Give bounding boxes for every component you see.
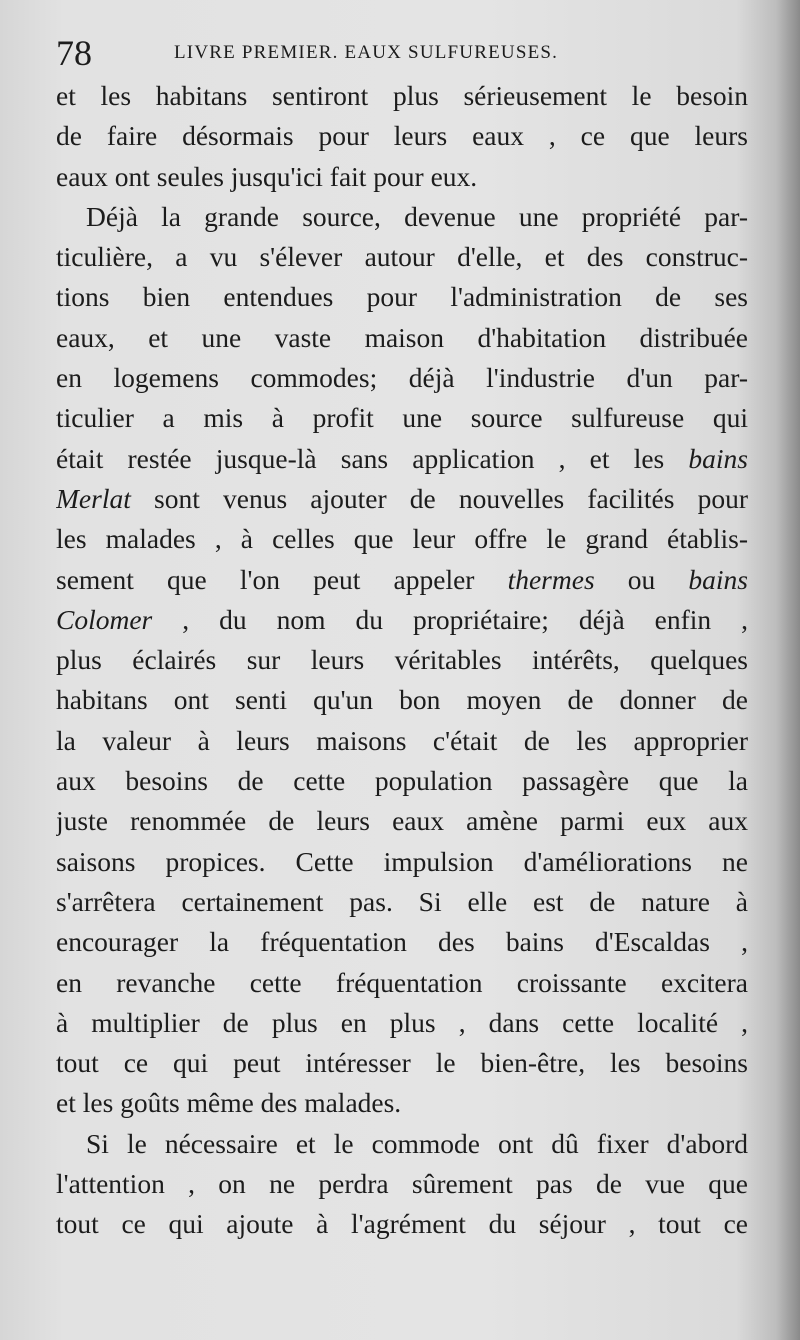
text-line: saisons propices. Cette impulsion d'améliorations ne	[56, 845, 748, 877]
italic-segment: bains	[688, 563, 748, 595]
running-head: LIVRE PREMIER. EAUX SULFUREUSES.	[174, 42, 559, 63]
text-segment: sont venus ajouter de nouvelles facilités pour	[154, 482, 748, 514]
text-line: tout ce qui ajoute à l'agrément du séjour , tout ce	[56, 1208, 748, 1240]
text-line: l'attention , on ne perdra sûrement pas de vue que	[56, 1168, 748, 1200]
text-line	[56, 439, 748, 479]
text-line: la valeur à leurs maisons c'était de les approprier	[56, 724, 748, 756]
text-line: juste renommée de leurs eaux amène parmi eux aux	[56, 805, 748, 837]
text-line: encourager la fréquentation des bains d'Escaldas ,	[56, 926, 748, 958]
body-text	[56, 76, 748, 1245]
text-line: aux besoins de cette population passagère que la	[56, 765, 748, 797]
text-line: et les habitans sentiront plus sérieusement le besoin	[56, 80, 748, 111]
italic-segment: thermes	[507, 563, 595, 595]
text-line: les malades , à celles que leur offre le grand établis-	[56, 523, 748, 555]
text-line: plus éclairés sur leurs véritables intérêts, quelques	[56, 644, 748, 676]
text-line: ticulier a mis à profit une source sulfureuse qui	[56, 402, 748, 434]
text-line	[56, 479, 748, 519]
text-line	[56, 600, 748, 640]
text-line: ticulière, a vu s'élever autour d'elle, et des construc-	[56, 241, 748, 273]
text-line: eaux, et une vaste maison d'habitation distribuée	[56, 321, 748, 353]
text-segment: , du nom du propriétaire; déjà enfin ,	[182, 603, 748, 635]
text-line: à multiplier de plus en plus , dans cette localité ,	[56, 1006, 748, 1038]
text-segment: sement que l'on peut appeler	[56, 563, 475, 595]
text-line	[56, 560, 748, 600]
text-line: de faire désormais pour leurs eaux , ce que leurs	[56, 120, 748, 152]
text-line: Déjà la grande source, devenue une propriété par-	[86, 200, 748, 232]
text-line: tions bien entendues pour l'administration de ses	[56, 281, 748, 313]
text-line: en revanche cette fréquentation croissante excitera	[56, 966, 748, 998]
italic-segment: Colomer	[56, 603, 153, 635]
page-header	[56, 28, 746, 78]
text-line: habitans ont senti qu'un bon moyen de donner de	[56, 684, 748, 716]
text-line: et les goûts même des malades.	[56, 1087, 402, 1119]
italic-segment: Merlat	[56, 482, 131, 514]
text-line: en logemens commodes; déjà l'industrie d'un par-	[56, 362, 748, 394]
text-line: eaux ont seules jusqu'ici fait pour eux.	[56, 160, 478, 192]
text-line: tout ce qui peut intéresser le bien-être, les besoins	[56, 1047, 748, 1079]
page-number: 78	[56, 33, 92, 73]
text-segment: était restée jusque-là sans application , et les	[56, 442, 665, 474]
text-line: s'arrêtera certainement pas. Si elle est de nature à	[56, 885, 748, 917]
text-line: Si le nécessaire et le commode ont dû fixer d'abord	[86, 1127, 748, 1159]
italic-segment: bains	[688, 442, 748, 474]
text-segment: ou	[627, 563, 656, 595]
